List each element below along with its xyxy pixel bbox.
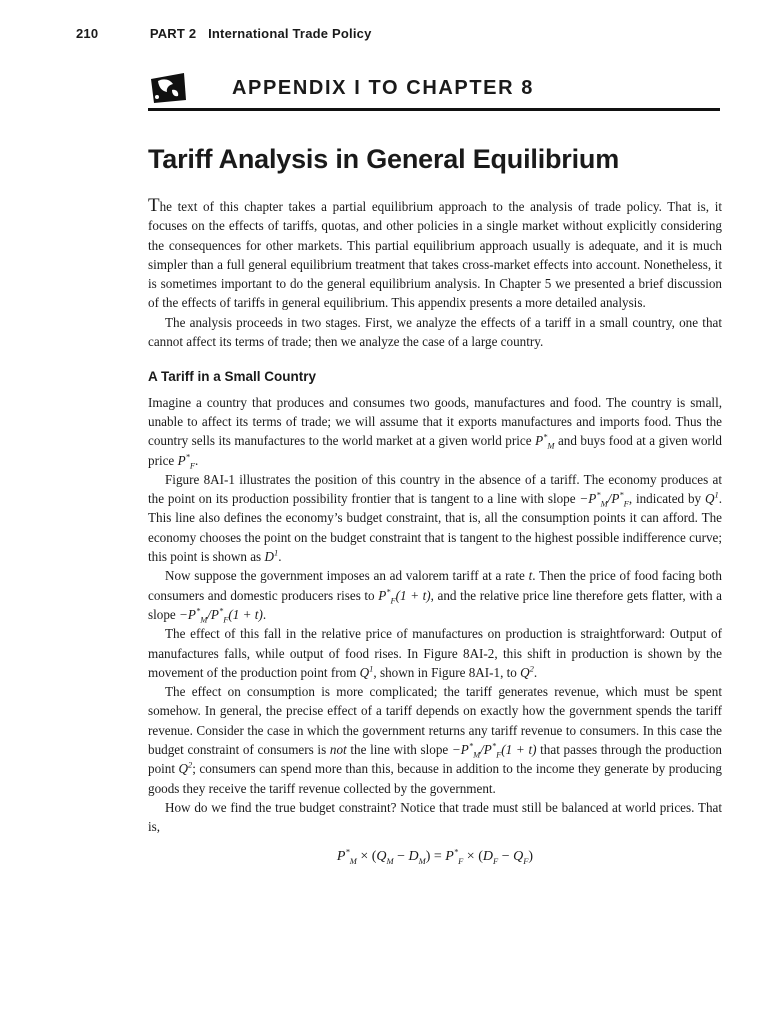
text-run: Imagine a country that produces and consumes two goods, manufactures and food. The country is small, unable to affect its terms of trade; we will assume that it exports manufactures and imports food. Thus the country sells its manufactures to the world market at a given world price xyxy=(148,394,722,449)
page-title: Tariff Analysis in General Equilibrium xyxy=(148,144,620,174)
math-inline: $P^*_F$ xyxy=(177,451,196,471)
paragraph: Imagine a country that produces and consumes two goods, manufactures and food. The country is small, unable to affect its terms of trade; we will assume that it exports manufactures and imports food. Thus the country sells its manufactures to the world market at a given world price $P^*_M$ and buys food at a given world price $P^*_F$. xyxy=(148,394,722,471)
section-heading: A Tariff in a Small Country xyxy=(148,369,317,385)
math-inline: $P^*_M$ xyxy=(535,431,555,451)
math-inline: $-P^*_M/P^*_F(1 + t)$ xyxy=(179,605,263,625)
appendix-title: APPENDIX I TO CHAPTER 8 xyxy=(232,77,535,99)
text-run: he text of this chapter takes a partial equilibrium approach to the analysis of trade policy. That is, it focuses on the effects of tariffs, quotas, and other policies in a single market without explicitly considering the consequences for other markets. This partial equilibrium approach usually is adequate, and it is much simpler than a full general equilibrium treatment that takes cross-market effects into account. Nonetheless, it is sometimes important to do the general equilibrium analysis. In Chapter 5 we presented a brief discussion of the effects of tariffs in general equilibrium. This appendix presents a more detailed analysis. xyxy=(148,199,722,311)
text-run: , indicated by xyxy=(628,491,705,507)
text-run: that passes through the production point xyxy=(148,742,722,777)
math-inline: $D^1$ xyxy=(264,547,279,565)
text-run: the line with slope xyxy=(346,742,452,758)
text-run: . This line also defines the economy’s budget constraint, that is, all the consumption points it can afford. The economy chooses the point on the budget constraint that is tangent to the highest possible indifference curve; this point is shown as xyxy=(148,491,722,565)
globe-logo-icon xyxy=(148,70,188,104)
text-run: . Then the price of food facing both consumers and domestic producers rises to xyxy=(148,568,722,603)
text-run: , shown in Figure 8AI-1, to xyxy=(373,664,521,680)
paragraph xyxy=(148,196,722,313)
math-inline: $-P^*_M/P^*_F(1 + t)$ xyxy=(451,740,537,760)
math-inline: $-P^*_M/P^*_F$ xyxy=(579,489,629,509)
text-run: ; consumers can spend more than this, because in addition to the income they generate by producing goods they receive the tariff revenue collected by the government. xyxy=(148,761,722,796)
paragraph: The effect of this fall in the relative price of manufactures on production is straightforward: Output of manufactures falls, while output of food rises. In Figure 8AI-2, this shift in production is shown by the movement of the production point from $Q^1$, shown in Figure 8AI-1, to $Q^2$. xyxy=(148,626,722,680)
math-inline: $Q^1$ xyxy=(359,663,374,680)
part-label: PART 2 xyxy=(149,26,197,41)
body-text xyxy=(148,196,722,866)
math-inline: $Q^2$ xyxy=(178,759,193,777)
equation: $P^*_M \times (Q_M - D_M) = P^*_F \times (D_F - Q_F)$ xyxy=(336,845,534,866)
text-run: Figure 8AI-1 illustrates the position of this country in the absence of a tariff. The economy produces at the point on its production possibility frontier that is tangent to a line with slope xyxy=(148,471,722,507)
math-inline: $P^*_F(1 + t)$ xyxy=(378,586,431,606)
paragraph: How do we find the true budget constraint? Notice that trade must still be balanced at world prices. That is, xyxy=(148,799,722,835)
text-run: The effect on consumption is more complicated; the tariff generates revenue, which must be spent somehow. In general, the precise effect of a tariff depends on exactly how the government spends the tariff revenue. Consider the case in which the government returns any tariff revenue to consumers. In this case the budget constraint of consumers is xyxy=(148,684,722,758)
appendix-header xyxy=(148,74,720,111)
paragraph xyxy=(148,682,722,798)
math-inline: $Q^2$ xyxy=(520,663,534,680)
drop-cap: T xyxy=(148,195,160,216)
math-inline: $Q^1$ xyxy=(704,489,719,507)
paragraph: Figure 8AI-1 illustrates the position of this country in the absence of a tariff. The economy produces at the point on its production possibility frontier that is tangent to a line with slope $-P^*_M/P^*_F$, indicated by $Q^1$. This line also defines the economy’s budget constraint, that is, all the consumption points it can afford. The economy chooses the point on the budget constraint that is tangent to the highest possible indifference curve; this point is shown as $D^1$. xyxy=(148,471,722,565)
text-run: , and the relative price line therefore gets flatter, with a slope xyxy=(148,587,722,622)
paragraph: The analysis proceeds in two stages. First, we analyze the effects of a tariff in a small country, one that cannot affect its terms of trade; then we analyze the case of a large country. xyxy=(148,314,722,350)
part-title: International Trade Policy xyxy=(208,26,372,41)
math-inline: t xyxy=(528,568,533,584)
emphasis-not: not xyxy=(329,742,347,758)
text-run: Now suppose the government imposes an ad valorem tariff at a rate xyxy=(165,568,529,584)
page-number: 210 xyxy=(76,26,99,41)
paragraph: Now suppose the government imposes an ad valorem tariff at a rate t. Then the price of food facing both consumers and domestic producers rises to $P^*_F(1 + t)$, and the relative price line therefore gets flatter, with a slope $-P^*_M/P^*_F(1 + t)$. xyxy=(148,568,722,625)
text-run: and buys food at a given world price xyxy=(148,433,722,468)
running-head xyxy=(76,26,372,41)
text-run: The effect of this fall in the relative price of manufactures on production is straightforward: Output of manufactures falls, while output of food rises. In Figure 8AI-2, this shift in production is shown by the movement of the production point from xyxy=(148,626,722,680)
